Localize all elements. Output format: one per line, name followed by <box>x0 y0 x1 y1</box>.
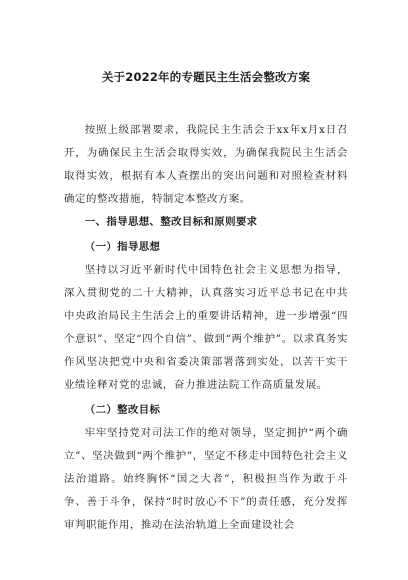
intro-paragraph: 按照上级部署要求，我院民主生活会于xx年x月x日召开，为确保民主生活会取得实效，为确保我院民主生活会取得实效，根据有本人查摆出的突出问题和对照检查材料确定的整改措施，特制定本整改方案。 <box>64 124 348 205</box>
guiding-thought-paragraph: 坚持以习近平新时代中国特色社会主义思想为指导，深入贯彻党的二十大精神，认真落实习近平总书记在中共中央政治局民主生活会上的重要讲话精神，进一步增强“四个意识”、坚定“四个自信”、做到“两个维护”。以求真务实作风坚决把党中央和省委决策部署落到实处，以苦干实干业绩诠释对党的忠诚，奋力推进法院工作高质量发展。 <box>64 264 348 391</box>
section-heading-guiding-principles: 一、指导思想、整改目标和原则要求 <box>84 216 258 228</box>
document-title: 关于2022年的专题民主生活会整改方案 <box>101 70 311 84</box>
rectification-goals-paragraph: 牢牢坚持党对司法工作的绝对领导，坚定拥护“两个确立”、坚决做到“两个维护”，坚定不移走中国特色社会主义法治道路。始终胸怀“国之大者”，积极担当作为敢于斗争、善于斗争，保持“时时放心不下”的责任感，充分发挥审判职能作用，推动在法治轨道上全面建设社会 <box>64 427 348 531</box>
subsection-heading-guiding-thought: （一）指导思想 <box>84 241 161 253</box>
subsection-heading-rectification-goals: （二）整改目标 <box>84 404 161 416</box>
